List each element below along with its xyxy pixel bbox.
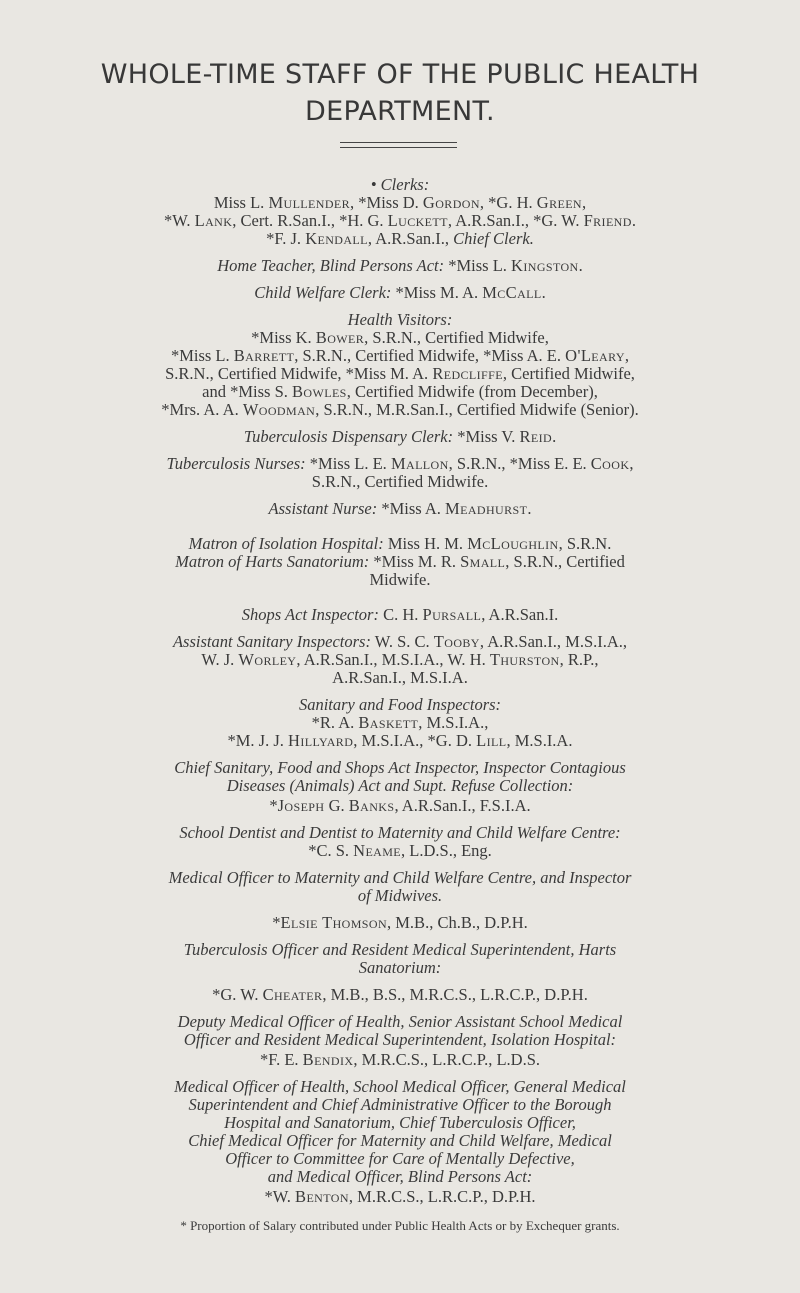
line-text-segment: Tooby bbox=[433, 632, 480, 651]
line-text-segment: Tuberculosis Nurses: bbox=[166, 454, 306, 473]
line-text-segment: Shops Act Inspector: bbox=[241, 605, 379, 624]
staff-line-hv-1 bbox=[0, 328, 800, 348]
line-text-segment: Diseases (Animals) Act and Supt. Refuse Collection: bbox=[226, 776, 574, 795]
staff-line-chief-sanitary-2 bbox=[0, 776, 800, 796]
line-text-segment: , S.R.N., *Miss E. E. bbox=[448, 454, 591, 473]
line-text-segment: Lank bbox=[194, 211, 233, 230]
line-text-segment: Woodman bbox=[242, 400, 316, 419]
line-text-segment: • Clerks: bbox=[370, 175, 430, 194]
line-text-segment: Officer to Committee for Care of Mentally Defective, bbox=[225, 1149, 575, 1168]
staff-line-health-visitors-heading bbox=[0, 310, 800, 330]
line-text-segment: Tuberculosis Officer and Resident Medical Superintendent, Harts bbox=[183, 940, 617, 959]
line-text-segment: G. bbox=[324, 796, 349, 815]
staff-line-footnote bbox=[0, 1216, 800, 1236]
line-text-segment: Sanitary and Food Inspectors: bbox=[298, 695, 502, 714]
line-text-segment: , S.R.N. bbox=[558, 534, 612, 553]
staff-line-sanitary-food-heading bbox=[0, 695, 800, 715]
staff-line-hv-2 bbox=[0, 346, 800, 366]
line-text-segment: . bbox=[631, 211, 636, 230]
staff-line-clerks-2 bbox=[0, 211, 800, 231]
line-text-segment: , M.B., Ch.B., D.P.H. bbox=[387, 913, 528, 932]
staff-line-matron-harts-1 bbox=[0, 552, 800, 572]
staff-line-moh-4 bbox=[0, 1131, 800, 1151]
line-text-segment: McCall bbox=[482, 283, 542, 302]
line-text-segment: *Miss K. bbox=[251, 328, 316, 347]
line-text-segment: * bbox=[269, 796, 278, 815]
line-text-segment: Worley bbox=[238, 650, 297, 669]
staff-line-hv-4 bbox=[0, 382, 800, 402]
line-text-segment: Assistant Sanitary Inspectors: bbox=[172, 632, 371, 651]
staff-line-moh-3 bbox=[0, 1113, 800, 1133]
staff-line-hv-5 bbox=[0, 400, 800, 420]
line-text-segment: Bendix bbox=[302, 1050, 354, 1069]
line-text-segment: Bower bbox=[315, 328, 365, 347]
line-text-segment: and Medical Officer, Blind Persons Act: bbox=[267, 1167, 533, 1186]
staff-line-tb-officer-1 bbox=[0, 940, 800, 960]
line-text-segment: *Miss A. bbox=[377, 499, 446, 518]
line-text-segment: Health Visitors: bbox=[347, 310, 453, 329]
line-text-segment: W. S. C. bbox=[370, 632, 434, 651]
line-text-segment: Chief Medical Officer for Maternity and Child Welfare, Medical bbox=[188, 1131, 612, 1150]
line-text-segment: Pursall bbox=[422, 605, 482, 624]
line-text-segment: Miss H. M. bbox=[383, 534, 468, 553]
line-text-segment: *Miss L. E. bbox=[305, 454, 391, 473]
line-text-segment: *Miss M. A. bbox=[391, 283, 483, 302]
staff-line-tb-officer-3 bbox=[0, 985, 800, 1005]
line-text-segment: Mullender bbox=[268, 193, 351, 212]
line-text-segment: *M. J. J. bbox=[227, 731, 289, 750]
line-text-segment: Midwife. bbox=[369, 570, 431, 589]
line-text-segment: Kingston bbox=[511, 256, 579, 275]
line-text-segment: , *G. H. bbox=[479, 193, 537, 212]
line-text-segment: , A.R.San.I., M.S.I.A., bbox=[479, 632, 628, 651]
staff-line-tb-dispensary-clerk bbox=[0, 427, 800, 447]
staff-line-school-dentist-2 bbox=[0, 841, 800, 861]
staff-line-matron-harts-2 bbox=[0, 570, 800, 590]
staff-line-moh-7 bbox=[0, 1187, 800, 1207]
line-text-segment: , Cert. R.San.I., *H. G. bbox=[232, 211, 388, 230]
staff-line-deputy-moh-3 bbox=[0, 1050, 800, 1070]
line-text-segment: . bbox=[541, 283, 546, 302]
line-text-segment: Redcliffe bbox=[432, 364, 503, 383]
line-text-segment: Matron of Harts Sanatorium: bbox=[175, 552, 370, 571]
staff-line-clerks-heading bbox=[0, 175, 800, 195]
staff-line-moh-6 bbox=[0, 1167, 800, 1187]
staff-line-clerks-3 bbox=[0, 229, 800, 249]
line-text-segment: , bbox=[629, 454, 634, 473]
line-text-segment: Cheater bbox=[262, 985, 323, 1004]
page-title bbox=[0, 56, 800, 130]
line-text-segment: , S.R.N., Certified Midwife, *Miss A. E. bbox=[294, 346, 566, 365]
line-text-segment: . bbox=[552, 427, 557, 446]
line-text-segment: , A.R.San.I., M.S.I.A., W. H. bbox=[296, 650, 490, 669]
line-text-segment: Chief Sanitary, Food and Shops Act Inspector, Inspector Contagious bbox=[174, 758, 626, 777]
staff-line-sfi-1 bbox=[0, 713, 800, 733]
line-text-segment: McLoughlin bbox=[467, 534, 559, 553]
line-text-segment: * bbox=[272, 913, 281, 932]
line-text-segment: Hospital and Sanatorium, Chief Tuberculosis Officer, bbox=[224, 1113, 576, 1132]
line-text-segment: * Proportion of Salary contributed under Public Health Acts or by Exchequer grants. bbox=[180, 1218, 620, 1233]
line-text-segment: Lill bbox=[476, 731, 507, 750]
staff-line-deputy-moh-2 bbox=[0, 1030, 800, 1050]
staff-line-shops-act bbox=[0, 605, 800, 625]
line-text-segment: , M.S.I.A., *G. D. bbox=[353, 731, 477, 750]
line-text-segment: W. J. bbox=[201, 650, 239, 669]
line-text-segment: , R.P., bbox=[559, 650, 599, 669]
title-rule-top bbox=[340, 142, 457, 143]
line-text-segment: *Miss M. R. bbox=[369, 552, 461, 571]
line-text-segment: Hillyard bbox=[288, 731, 354, 750]
line-text-segment: Mallon bbox=[390, 454, 449, 473]
staff-line-hv-3 bbox=[0, 364, 800, 384]
line-text-segment: Green bbox=[536, 193, 582, 212]
line-text-segment: *Miss V. bbox=[453, 427, 520, 446]
line-text-segment: School Dentist and Dentist to Maternity and Child Welfare Centre: bbox=[179, 823, 621, 842]
line-text-segment: Medical Officer to Maternity and Child Welfare Centre, and Inspector bbox=[168, 868, 632, 887]
page-title-line-2: DEPARTMENT. bbox=[305, 96, 495, 127]
line-text-segment: Assistant Nurse: bbox=[268, 499, 378, 518]
staff-line-moh-5 bbox=[0, 1149, 800, 1169]
line-text-segment: Elsie Thomson bbox=[280, 913, 388, 932]
staff-line-moh-2 bbox=[0, 1095, 800, 1115]
line-text-segment: , *Miss D. bbox=[350, 193, 423, 212]
staff-line-home-teacher bbox=[0, 256, 800, 276]
line-text-segment: *W. bbox=[164, 211, 195, 230]
line-text-segment: *G. W. bbox=[212, 985, 263, 1004]
line-text-segment: Cook bbox=[590, 454, 630, 473]
line-text-segment: , bbox=[624, 346, 630, 365]
line-text-segment: *C. S. bbox=[308, 841, 354, 860]
staff-line-sfi-2 bbox=[0, 731, 800, 751]
staff-line-tb-officer-2 bbox=[0, 958, 800, 978]
line-text-segment: , A.R.San.I. bbox=[481, 605, 559, 624]
staff-line-child-welfare-clerk bbox=[0, 283, 800, 303]
line-text-segment: Joseph bbox=[277, 796, 325, 815]
line-text-segment: of Midwives. bbox=[357, 886, 443, 905]
line-text-segment: Child Welfare Clerk: bbox=[254, 283, 392, 302]
line-text-segment: C. H. bbox=[378, 605, 423, 624]
line-text-segment: , L.D.S., Eng. bbox=[401, 841, 492, 860]
staff-line-asst-sanitary-2 bbox=[0, 650, 800, 670]
staff-line-moh-1 bbox=[0, 1077, 800, 1097]
line-text-segment: , M.S.I.A., bbox=[418, 713, 489, 732]
title-rule-bottom bbox=[340, 147, 457, 148]
line-text-segment: and *Miss S. bbox=[202, 382, 293, 401]
line-text-segment: Reid bbox=[519, 427, 553, 446]
line-text-segment: , A.R.San.I., bbox=[367, 229, 454, 248]
line-text-segment: Gordon bbox=[422, 193, 480, 212]
line-text-segment: Miss L. bbox=[213, 193, 269, 212]
staff-line-mo-maternity-1 bbox=[0, 868, 800, 888]
line-text-segment: Tuberculosis Dispensary Clerk: bbox=[243, 427, 454, 446]
line-text-segment: Friend bbox=[583, 211, 632, 230]
line-text-segment: *F. J. bbox=[266, 229, 306, 248]
line-text-segment: Meadhurst bbox=[445, 499, 528, 518]
line-text-segment: O'Leary bbox=[565, 346, 625, 365]
line-text-segment: Barrett bbox=[233, 346, 295, 365]
line-text-segment: S.R.N., Certified Midwife, *Miss M. A. bbox=[165, 364, 433, 383]
line-text-segment: Sanatorium: bbox=[358, 958, 442, 977]
line-text-segment: , Certified Midwife, bbox=[502, 364, 635, 383]
line-text-segment: , S.R.N., M.R.San.I., Certified Midwife (Senior). bbox=[315, 400, 639, 419]
line-text-segment: Medical Officer of Health, School Medical Officer, General Medical bbox=[174, 1077, 626, 1096]
line-text-segment: , M.R.C.S., L.R.C.P., L.D.S. bbox=[353, 1050, 540, 1069]
line-text-segment: , M.R.C.S., L.R.C.P., D.P.H. bbox=[348, 1187, 536, 1206]
line-text-segment: Small bbox=[460, 552, 506, 571]
staff-line-asst-sanitary-1 bbox=[0, 632, 800, 652]
line-text-segment: , A.R.San.I., F.S.I.A. bbox=[394, 796, 531, 815]
line-text-segment: Deputy Medical Officer of Health, Senior Assistant School Medical bbox=[177, 1012, 623, 1031]
line-text-segment: Kendall bbox=[305, 229, 368, 248]
staff-line-matron-isolation bbox=[0, 534, 800, 554]
line-text-segment: , A.R.San.I., *G. W. bbox=[447, 211, 584, 230]
line-text-segment: Home Teacher, Blind Persons Act: bbox=[217, 256, 445, 275]
staff-line-school-dentist-1 bbox=[0, 823, 800, 843]
line-text-segment: , bbox=[582, 193, 587, 212]
line-text-segment: , M.B., B.S., M.R.C.S., L.R.C.P., D.P.H. bbox=[322, 985, 588, 1004]
line-text-segment: Luckett bbox=[387, 211, 448, 230]
line-text-segment: Baskett bbox=[358, 713, 419, 732]
line-text-segment: *W. bbox=[264, 1187, 296, 1206]
line-text-segment: Banks bbox=[348, 796, 395, 815]
line-text-segment: *F. E. bbox=[259, 1050, 303, 1069]
line-text-segment: Chief Clerk. bbox=[453, 229, 534, 248]
line-text-segment: Neame bbox=[353, 841, 402, 860]
line-text-segment: A.R.San.I., M.S.I.A. bbox=[332, 668, 468, 687]
line-text-segment: S.R.N., Certified Midwife. bbox=[311, 472, 489, 491]
staff-line-assistant-nurse bbox=[0, 499, 800, 519]
line-text-segment: Officer and Resident Medical Superintendent, Isolation Hospital: bbox=[183, 1030, 617, 1049]
page-title-line-1: WHOLE-TIME STAFF OF THE PUBLIC HEALTH bbox=[100, 59, 700, 90]
line-text-segment: . bbox=[578, 256, 583, 275]
line-text-segment: , M.S.I.A. bbox=[506, 731, 573, 750]
staff-line-tb-nurses-2 bbox=[0, 472, 800, 492]
line-text-segment: Benton bbox=[295, 1187, 349, 1206]
staff-line-chief-sanitary-3 bbox=[0, 796, 800, 816]
line-text-segment: Matron of Isolation Hospital: bbox=[188, 534, 384, 553]
line-text-segment: Thurston bbox=[489, 650, 560, 669]
line-text-segment: . bbox=[527, 499, 532, 518]
line-text-segment: Bowles bbox=[292, 382, 347, 401]
line-text-segment: , Certified Midwife (from December), bbox=[346, 382, 598, 401]
staff-line-mo-maternity-3 bbox=[0, 913, 800, 933]
staff-line-tb-nurses-1 bbox=[0, 454, 800, 474]
staff-line-deputy-moh-1 bbox=[0, 1012, 800, 1032]
line-text-segment: *Miss L. bbox=[170, 346, 234, 365]
staff-line-mo-maternity-2 bbox=[0, 886, 800, 906]
staff-line-asst-sanitary-3 bbox=[0, 668, 800, 688]
line-text-segment: *Miss L. bbox=[444, 256, 512, 275]
line-text-segment: *R. A. bbox=[311, 713, 359, 732]
line-text-segment: , S.R.N., Certified Midwife, bbox=[364, 328, 549, 347]
staff-line-chief-sanitary-1 bbox=[0, 758, 800, 778]
line-text-segment: , S.R.N., Certified bbox=[505, 552, 625, 571]
line-text-segment: Superintendent and Chief Administrative Officer to the Borough bbox=[188, 1095, 612, 1114]
staff-line-clerks-1 bbox=[0, 193, 800, 213]
line-text-segment: *Mrs. A. A. bbox=[161, 400, 243, 419]
